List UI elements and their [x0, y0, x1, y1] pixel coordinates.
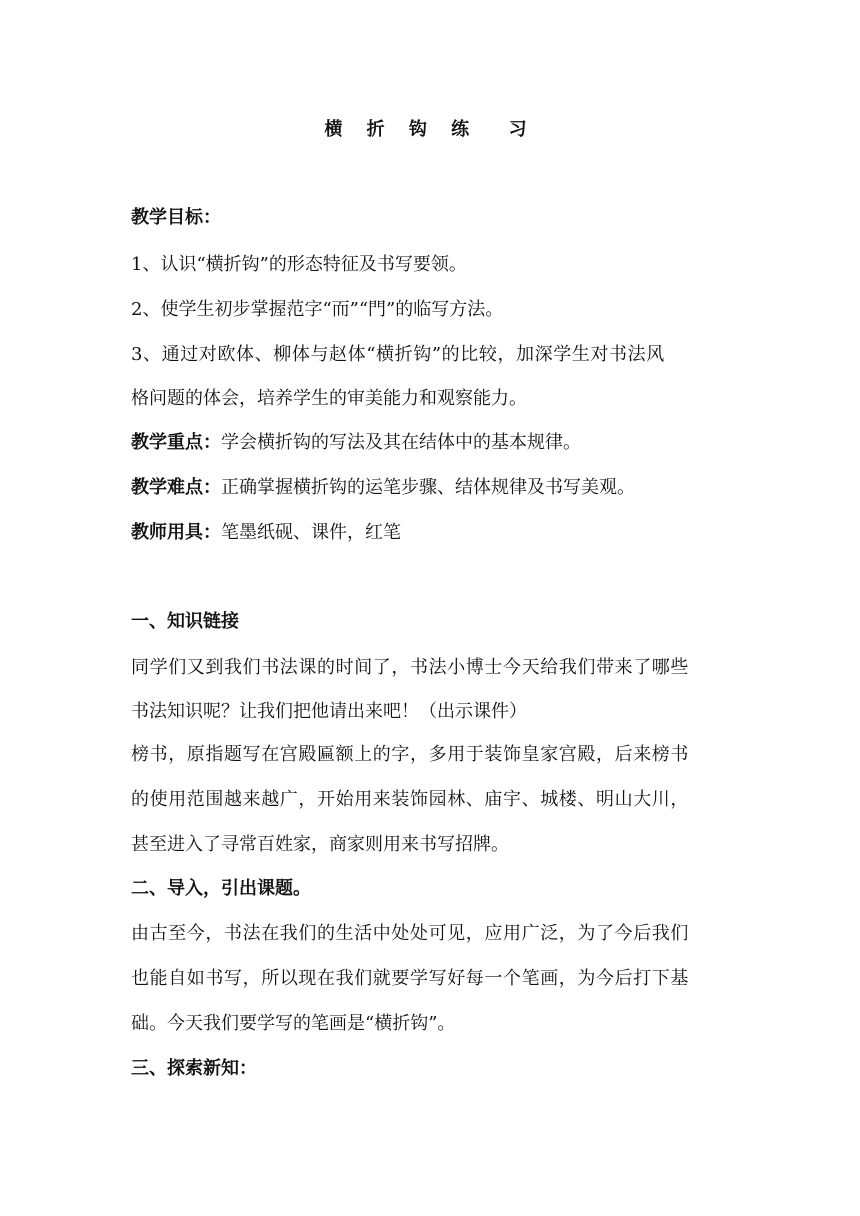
tools-label: 教师用具： — [131, 522, 221, 543]
section2-heading: 二、导入，引出课题。 — [131, 878, 311, 899]
objective-item: 1、认识“横折钩”的形态特征及书写要领。 — [131, 254, 467, 275]
difficulty-text: 正确掌握横折钩的运笔步骤、结体规律及书写美观。 — [221, 477, 635, 498]
objective-item: 格问题的体会，培养学生的审美能力和观察能力。 — [131, 388, 527, 409]
difficulty-paragraph — [131, 475, 635, 501]
section1-line: 的使用范围越来越广，开始用来装饰园林、庙宇、城楼、明山大川， — [131, 789, 689, 810]
section1-heading: 一、知识链接 — [131, 611, 239, 632]
key-point-label: 教学重点： — [131, 432, 221, 453]
objective-item: 3、通过对欧体、柳体与赵体“横折钩”的比较，加深学生对书法风 — [131, 344, 665, 365]
tools-paragraph — [131, 520, 401, 546]
section1-line: 同学们又到我们书法课的时间了，书法小博士今天给我们带来了哪些 — [131, 657, 689, 678]
section2-line: 也能自如书写，所以现在我们就要学写好每一个笔画，为今后打下基 — [131, 968, 689, 989]
section1-line: 书法知识呢？让我们把他请出来吧！（出示课件） — [131, 701, 527, 722]
section2-line: 础。今天我们要学写的笔画是“横折钩”。 — [131, 1013, 456, 1034]
tools-text: 笔墨纸砚、课件，红笔 — [221, 522, 401, 543]
section1-line: 榜书，原指题写在宫殿匾额上的字，多用于装饰皇家宫殿，后来榜书 — [131, 744, 689, 765]
section3-heading: 三、探索新知： — [131, 1058, 257, 1079]
difficulty-label: 教学难点： — [131, 477, 221, 498]
key-point-text: 学会横折钩的写法及其在结体中的基本规律。 — [221, 432, 581, 453]
objective-item: 2、使学生初步掌握范字“而”“門”的临写方法。 — [131, 299, 504, 320]
section2-line: 由古至今，书法在我们的生活中处处可见，应用广泛，为了今后我们 — [131, 923, 689, 944]
document-title: 横 折 钩 练 习 — [324, 119, 536, 140]
key-point-paragraph — [131, 430, 581, 456]
objectives-heading: 教学目标： — [131, 207, 221, 228]
section1-line: 甚至进入了寻常百姓家，商家则用来书写招牌。 — [131, 834, 509, 855]
